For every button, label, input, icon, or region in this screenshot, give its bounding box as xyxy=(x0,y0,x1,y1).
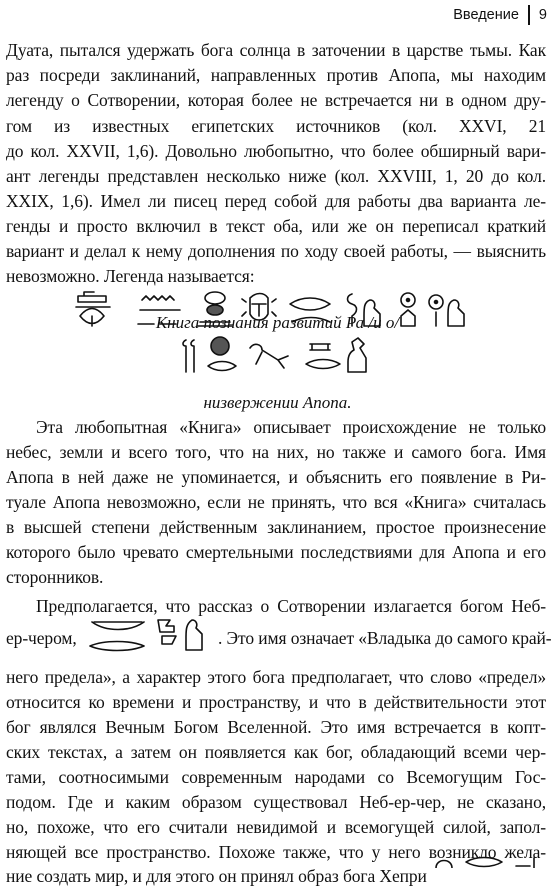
running-header xyxy=(453,4,547,26)
text-line: невозможно. Легенда называется: xyxy=(6,266,255,286)
header-divider xyxy=(528,5,530,25)
text-line: генды и просто включил в текст оба, или же он переписал краткий xyxy=(6,216,546,236)
text-line: вариант и делал к нему дополнения по ходу своей работы, — выяснить xyxy=(6,241,546,261)
text-line: ских текстах, а затем он появляется как бог, обладающий всеми чер- xyxy=(6,742,546,762)
text-line-end: . Это имя означает «Владыка до самого край- xyxy=(218,628,552,648)
hieroglyph-caption-1: Книга познания развитий Ра /и о/ xyxy=(155,313,400,332)
text-line: Апопа в ней даже не упоминается, и объяснить его появление в Ри- xyxy=(6,467,546,487)
text-line: ант легенды представлен несколько ниже (кол. XXVIII, 1, 20 до кол. xyxy=(6,166,546,186)
text-line: в высшей степени действенным заклинанием, простое произнесение xyxy=(6,517,546,537)
text-line: но, похоже, что его считали невидимой и всемогущей силой, запол- xyxy=(6,817,546,837)
text-line: легенду о Сотворении, которая более не встречается ни в одном дру- xyxy=(6,90,546,110)
text-line: которого было чревато смертельными последствиями для Апопа и его xyxy=(6,542,546,562)
text-line: до кол. XXVII, 1,6). Довольно любопытно, что более обширный вари- xyxy=(6,141,546,161)
text-line: тами, соотносимыми современным народами со Всемогущим Гос- xyxy=(6,767,546,787)
text-line: небес, земли и всего того, что на них, но также и самого бога. Имя xyxy=(6,442,546,462)
text-line: Эта любопытная «Книга» описывает происхождение не только xyxy=(36,417,546,437)
hieroglyph-title-row-2-icon xyxy=(180,334,380,376)
text-line: раз посреди заклинаний, направленных против Апопа, мы находим xyxy=(6,65,546,85)
text-line: гом из известных египетских источников (кол. XXVI, 21 xyxy=(6,116,546,136)
text-line: него предела», а характер этого бога предполагает, что слово «предел» xyxy=(6,667,546,687)
text-line-start: ер-чером, xyxy=(6,628,77,648)
text-line: XXIX, 1,6). Имел ли писец перед собой для работы два варианта ле- xyxy=(6,191,546,211)
page-number: 9 xyxy=(538,7,547,23)
text-line: Предполагается, что рассказ о Сотворении излагается богом Неб- xyxy=(36,596,546,616)
text-line: сторонников. xyxy=(6,567,104,587)
text-line: бог являлся Вечным Богом Вселенной. Это имя встречается в копт- xyxy=(6,717,546,737)
text-line: туале Апопа невозможно, если не принять, что вся «Книга» считалась xyxy=(6,492,546,512)
text-line: ние создать мир, и для этого он принял образ бога Хепри xyxy=(6,866,427,886)
section-title: Введение xyxy=(453,7,519,23)
text-line: относится ко времени и пространству, и что в действительности этот xyxy=(6,692,546,712)
hieroglyph-neb-er-cher-icon xyxy=(88,614,216,656)
text-line: Дуата, пытался удержать бога солнца в заточении в царстве тьмы. Как xyxy=(6,40,546,60)
text-line: няющей все пространство. Похоже также, что у него возникло жела- xyxy=(6,842,546,862)
hieroglyph-caption-2: низвержении Апопа. xyxy=(203,393,352,412)
hieroglyph-khepri-icon xyxy=(430,854,550,868)
text-line: подом. Где и каким образом существовал Неб-ер-чер, не сказано, xyxy=(6,792,546,812)
